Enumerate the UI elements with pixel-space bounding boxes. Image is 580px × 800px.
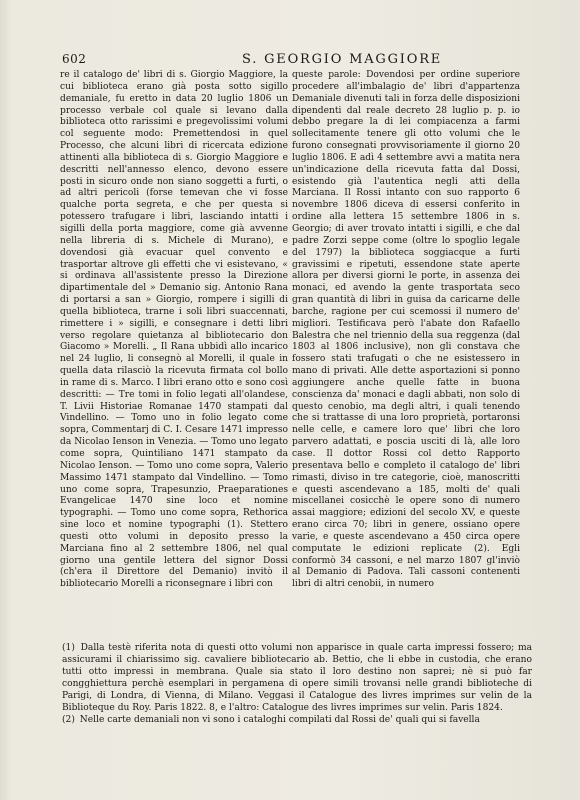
footnote-marker: (1): [62, 643, 75, 653]
left-column-text: re il catalogo de' libri di s. Giorgio Maggiore, la cui biblioteca erano già posta sotto sigillo demaniale, fu eretto in data 20 luglio 1806 un processo verbale col quale si levano dalla biblioteca otto rarissimi e pregevolissimi volumi col seguente modo: Premettendosi in quel Processo, che alcuni libri di ricercata edizione attinenti alla biblioteca di s. Giorgio Maggiore e descritti nell'annesso elenco, devono essere posti in sicuro onde non siano soggetti a furti, o ad altri pericoli (forse temevan che vi fosse qualche porta segreta, e che per questa si potessero trafugare i libri, lasciando intatti i sigilli della porta maggiore, come già avvenne nella libreria di s. Michele di Murano), e dovendosi già evacuar quel convento e trasportar altrove gli effetti che vi esistevano, « si ordinava all'assistente presso la Direzione dipartimentale del » Demanio sig. Antonio Rana di portarsi a san » Giorgio, rompere i sigilli di quella biblioteca, trarne i soli libri suaccennati, rimettere i » sigilli, e consegnare i detti libri verso regolare quietanza al bibliotecario don Giacomo » Morelli. „ Il Rana ubbidì allo incarico nel 24 luglio, li consegnò al Morelli, il quale in quella data rilasciò la ricevuta firmata col bollo in rame di s. Marco. I libri erano otto e sono così descritti: — Tre tomi in folio legati all'olandese, T. Livii Historiae Romanae 1470 stampati dal Vindellino. — Tomo uno in folio legato come sopra, Commentarj di C. I. Cesare 1471 impresso da Nicolao Ienson in Venezia. — Tomo uno legato come sopra, Quintiliano 1471 stampato da Nicolao Ienson. — Tomo uno come sopra, Valerio Massimo 1471 stampato dal Vindellino. — Tomo uno come sopra, Trapesunzio, Praeparationes Evangelicae 1470 sine loco et nomine typographi. — Tomo uno come sopra, Rethorica sine loco et nomine typographi (1). Stettero questi otto volumi in deposito presso la Marciana fino al 2 settembre 1806, nel qual giorno una gentile lettera del signor Dossi (ch'era il Direttore del Demanio) invitò il bibliotecario Morelli a riconsegnare i libri con: [60, 70, 288, 590]
footnote-text: Nelle carte demaniali non vi sono i cataloghi compilati dal Rossi de' quali qui si favella: [79, 715, 480, 726]
running-title: S. GEORGIO MAGGIORE: [242, 52, 443, 67]
footnote-1: [62, 643, 532, 714]
right-column-text: queste parole: Dovendosi per ordine superiore procedere all'imbalagio de' libri d'appartenza Demaniale divenuti tali in forza delle disposizioni dipendenti dal reale decreto 28 luglio p. p. io debbo pregare la di lei compiacenza a farmi sollecitamente tenere gli otto volumi che le furono consegnati provvisoriamente il giorno 20 luglio 1806. E adì 4 settembre avvi a matita nera un'indicazione della ricevuta fatta dal Dossi, esistendo già l'autentica negli atti della Marciana. Il Rossi intanto con suo rapporto 6 novembre 1806 diceva di essersi conferito in ordine alla lettera 15 settembre 1806 in s. Georgio; di aver trovato intatti i sigilli, e che dal padre Zorzi seppe come (oltre lo spoglio legale del 1797) la biblioteca soggiacque a furti gravissimi e ripetuti, essendone state aperte allora per diversi giorni le porte, in assenza dei monaci, ed avendo la gente trasportata seco gran quantità di libri in guisa da caricarne delle barche, ragione per cui scemossi il numero de' migliori. Testificava però l'abate don Rafaello Balestra che nel triennio della sua reggenza (dal 1803 al 1806 inclusive), non gli constava che fossero stati trafugati o che ne esistessero in mano di privati. Alle dette asportazioni si ponno aggiungere anche quelle fatte in buona conscienza da' monaci e dagli abbati, non solo di questo cenobio, ma degli altri, i quali tenendo che si trattasse di una loro proprietà, portaronsi nelle celle, e camere loro que' libri che loro parvero adattati, e poscia usciti di là, alle loro case. Il dottor Rossi col detto Rapporto presentava bello e completo il catalogo de' libri rimasti, diviso in tre categorie, cioè, manoscritti e questi ascendevano a 185, molti de' quali miscellanei cosicchè le opere sono di numero assai maggiore; edizioni del secolo XV, e queste erano circa 70; libri in genere, ossiano opere varie, e queste ascendevano a 450 circa opere computate le edizioni replicate (2). Egli conformò 34 cassoni, e nel marzo 1807 gl'inviò al Demanio di Padova. Tali cassoni contenenti libri di altri cenobii, in numero: [292, 70, 520, 590]
footnote-marker: (2): [62, 715, 75, 726]
footnote-2: [62, 715, 532, 727]
right-column: [292, 70, 520, 591]
left-column: [60, 70, 288, 591]
page-header: [62, 52, 532, 68]
footnote-text: Dalla testè riferita nota di questi otto volumi non apparisce in quale carta impressi fossero; ma assicurami il chiarissimo sig. cavaliere bibliotecario ab. Bettio, che li ebbe in custodia, che erano tutti otto impressi in membrana. Quale sia stato il loro destino non saprei; nè si può far congghiettura perchè esemplari in pergamena di opere simili trovansi nelle grandi biblioteche di Parigi, di Londra, di Vienna, di Milano. Veggasi il Catalogue des livres imprimes sur velin de la Biblioteque du Roy. Paris 1822. 8, e l'altro: Catalogue des livres imprimes sur velin. Paris 1824.: [62, 643, 532, 713]
page-number: 602: [62, 52, 87, 66]
footnotes: [62, 643, 532, 727]
